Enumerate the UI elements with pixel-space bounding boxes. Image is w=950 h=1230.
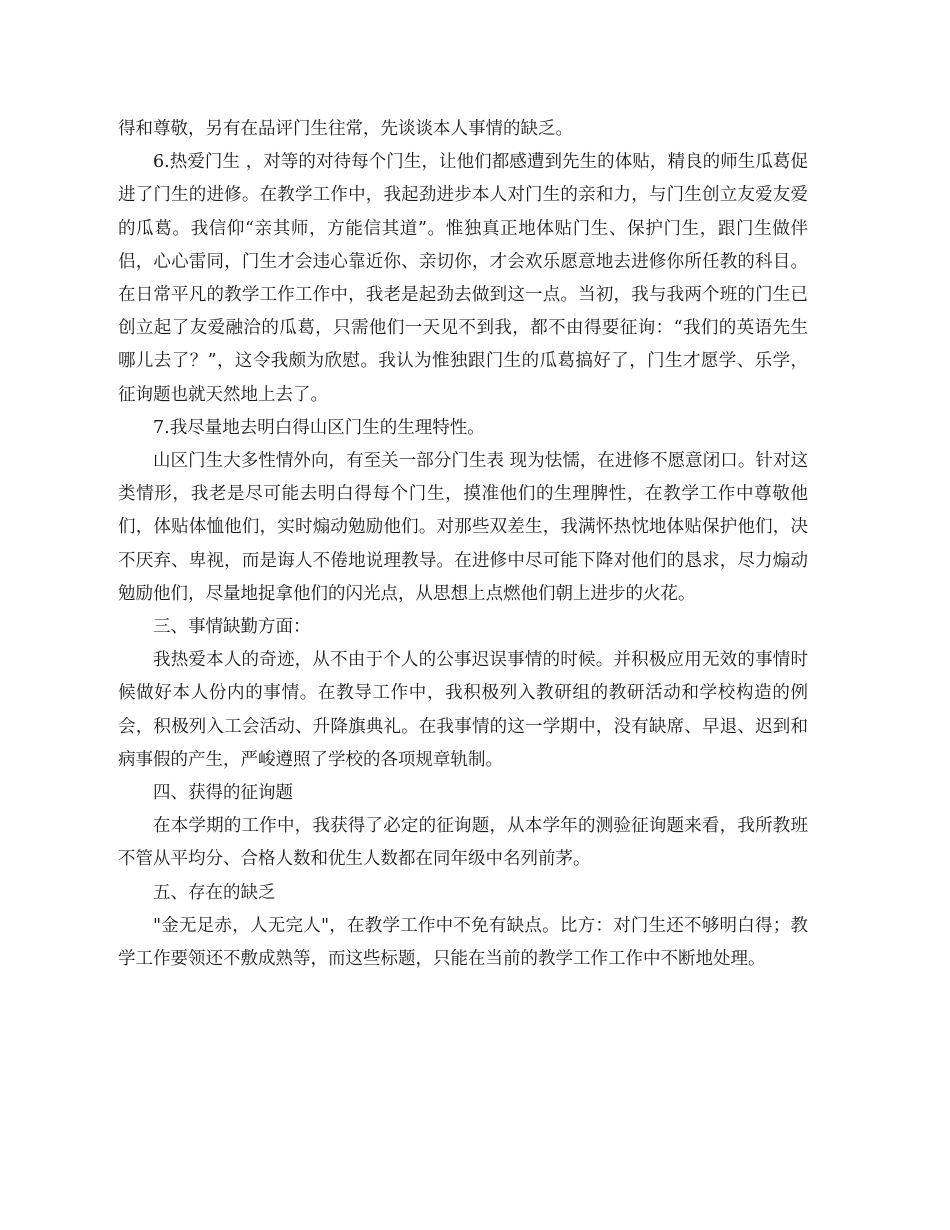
section-heading-results: 四、获得的征询题 [153,783,293,804]
paragraph-shortcomings: "金无足赤，人无完人"，在教学工作中不免有缺点。比方：对门生还不够明白得；教学工作要领还不敷成熟等，而这些标题，只能在当前的教学工作工作中不断地处理。 [118,915,808,970]
paragraph-mountain-students: 山区门生大多性情外向，有至关一部分门生表 现为怯懦，在进修不愿意闭口。针对这类情形，我老是尽可能去明白得每个门生，摸准他们的生理脾性，在教学工作中尊敬他们，体贴体恤他们，实时煽动勉励他们。对那些双差生，我满怀热忱地体贴保护他们，决不厌弃、卑视，而是诲人不倦地说理教导。在进修中尽可能下降对他们的恳求，尽力煽动勉励他们，尽量地捉拿他们的闪光点，从思想上点燃他们朝上进步的火花。 [118,451,808,604]
section-heading-shortcomings: 五、存在的缺乏 [153,882,276,903]
paragraph-results: 在本学期的工作中，我获得了必定的征询题，从本学年的测验征询题来看，我所教班不管从平均分、合格人数和优生人数都在同年级中名列前茅。 [118,816,808,870]
paragraph-item-7: 7.我尽量地去明白得山区门生的生理特性。 [153,417,485,438]
document-page [118,113,808,976]
paragraph-attendance: 我热爱本人的奇迹，从不由于个人的公事迟误事情的时候。并积极应用无效的事情时候做好本人份内的事情。在教导工作中，我积极列入教研组的教研活动和学校构造的例会，积极列入工会活动、升降旗典礼。在我事情的这一学期中，没有缺席、早退、迟到和病事假的产生，严峻遵照了学校的各项规章轨制。 [118,650,808,770]
paragraph-continuation: 得和尊敬，另有在品评门生往常，先谈谈本人事情的缺乏。 [118,119,573,139]
paragraph-item-6: 6.热爱门生 ，对等的对待每个门生，让他们都感遭到先生的体贴，精良的师生瓜葛促进了门生的进修。在教学工作中，我起劲进步本人对门生的亲和力，与门生创立友爱友爱的瓜葛。我信仰“亲其师，方能信其道”。惟独真正地体贴门生、保护门生，跟门生做伴侣，心心雷同，门生才会违心靠近你、亲切你，才会欢乐愿意地去进修你所任教的科目。在日常平凡的教学工作工作中，我老是起劲去做到这一点。当初，我与我两个班的门生已创立起了友爱融洽的瓜葛，只需他们一天见不到我，都不由得要征询：“我们的英语先生哪儿去了？”，这令我颇为欣慰。我认为惟独跟门生的瓜葛搞好了，门生才愿学、乐学，征询题也就天然地上去了。 [118,152,808,405]
section-heading-attendance: 三、事情缺勤方面： [153,617,311,638]
